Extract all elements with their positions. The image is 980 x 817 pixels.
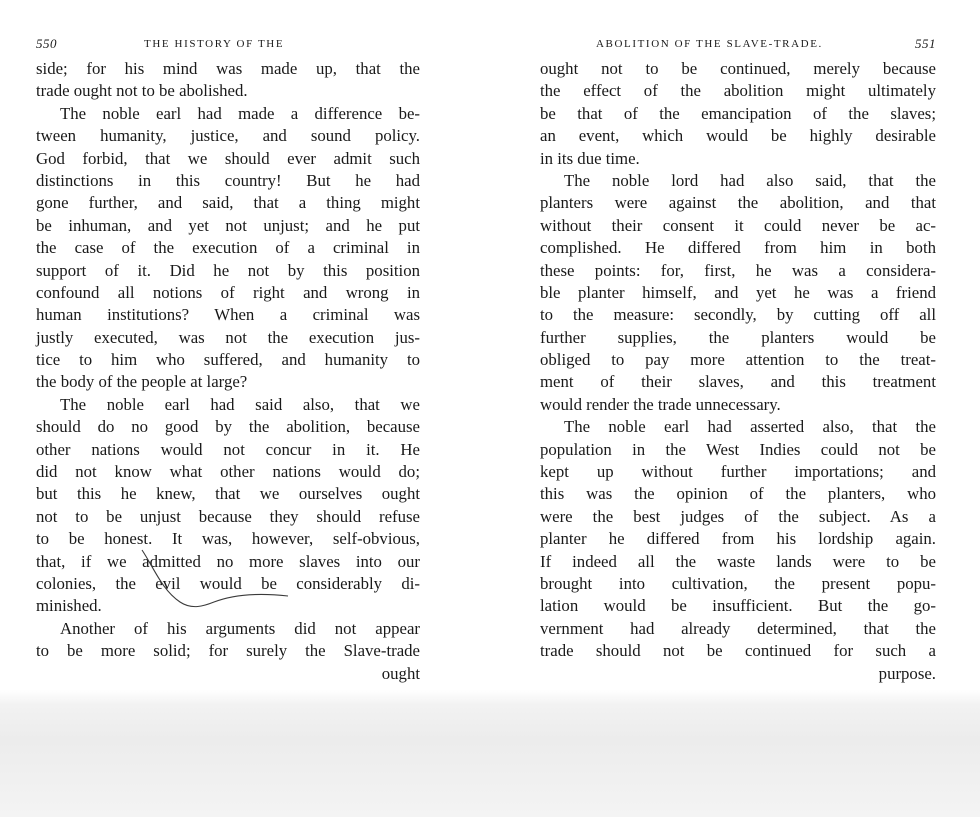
text-line: colonies, the evil would be considerably di- [36,573,420,593]
text-line: tween humanity, justice, and sound policy. [36,126,420,146]
text-line: further supplies, the planters would be [540,327,936,347]
text-line: trade ought not to be abolished. [36,81,248,101]
text-line: complished. He differed from him in both [540,238,936,258]
text-line: the body of the people at large? [36,372,248,392]
right-running-head [540,36,936,58]
text-line: other nations would not concur in it. He [36,439,420,459]
text-line: ought not to be continued, merely because [540,59,936,78]
text-line: did not know what other nations would do; [36,462,420,482]
text-line: minished. [36,596,102,616]
left-page [36,36,420,685]
text-line: the case of the execution of a criminal in [36,238,420,258]
text-line: would render the trade unnecessary. [540,394,781,414]
text-line: an event, which would be highly desirable [540,126,936,146]
text-line: but this he knew, that we ourselves ought [36,484,420,504]
text-line: planter he differed from his lordship again. [540,529,936,549]
text-line: distinctions in this country! But he had [36,170,420,190]
text-line: be that of the emancipation of the slaves; [540,103,936,123]
left-page-text [36,58,420,685]
text-line: to be more solid; for surely the Slave-trade [36,641,420,661]
text-line: justly executed, was not the execution jus- [36,327,420,347]
right-page [540,36,936,685]
text-line: gone further, and said, that a thing might [36,193,420,213]
text-line: population in the West Indies could not be [540,439,936,459]
running-head-title: THE HISTORY OF THE [144,38,285,50]
text-line: not to be unjust because they should refuse [36,506,420,526]
text-line: to be honest. It was, however, self-obvious, [36,529,420,549]
text-line: to the measure: secondly, by cutting off all [540,305,936,325]
page-number: 551 [915,36,936,51]
text-line: The noble earl had asserted also, that the [564,417,936,437]
page-number: 550 [36,36,57,51]
text-line: ble planter himself, and yet he was a friend [540,282,936,302]
text-line: vernment had already determined, that the [540,618,936,638]
right-page-text [540,58,936,685]
text-line: should do no good by the abolition, because [36,417,420,437]
text-line: planters were against the abolition, and that [540,193,936,213]
text-line: The noble earl had said also, that we [60,394,420,414]
text-line: confound all notions of right and wrong in [36,282,420,302]
text-line: kept up without further importations; and [540,462,936,482]
text-line: purpose. [878,663,936,683]
text-line: without their consent it could never be ac- [540,215,936,235]
text-line: human institutions? When a criminal was [36,305,420,325]
text-line: tice to him who suffered, and humanity to [36,350,420,370]
text-line: the effect of the abolition might ultimately [540,81,936,101]
text-line: that, if we admitted no more slaves into our [36,551,420,571]
running-head-title: ABOLITION OF THE SLAVE-TRADE. [596,38,823,50]
text-line: in its due time. [540,148,640,168]
text-line: lation would be insufficient. But the go- [540,596,936,616]
text-line: The noble earl had made a difference be- [60,103,420,123]
text-line: Another of his arguments did not appear [60,618,420,638]
text-line: these points: for, first, he was a considera- [540,260,936,280]
text-line: obliged to pay more attention to the treat- [540,350,936,370]
text-line: support of it. Did he not by this position [36,260,420,280]
text-line: ment of their slaves, and this treatment [540,372,936,392]
catchword: ought [381,663,420,683]
text-line: trade should not be continued for such a [540,641,936,661]
text-line: If indeed all the waste lands were to be [540,551,936,571]
text-line: were the best judges of the subject. As a [540,506,936,526]
text-line: this was the opinion of the planters, who [540,484,936,504]
text-line: side; for his mind was made up, that the [36,59,420,78]
left-running-head [36,36,420,58]
text-line: The noble lord had also said, that the [564,170,936,190]
text-line: God forbid, that we should ever admit such [36,148,420,168]
text-line: brought into cultivation, the present popu- [540,573,936,593]
text-line: be inhuman, and yet not unjust; and he put [36,215,420,235]
